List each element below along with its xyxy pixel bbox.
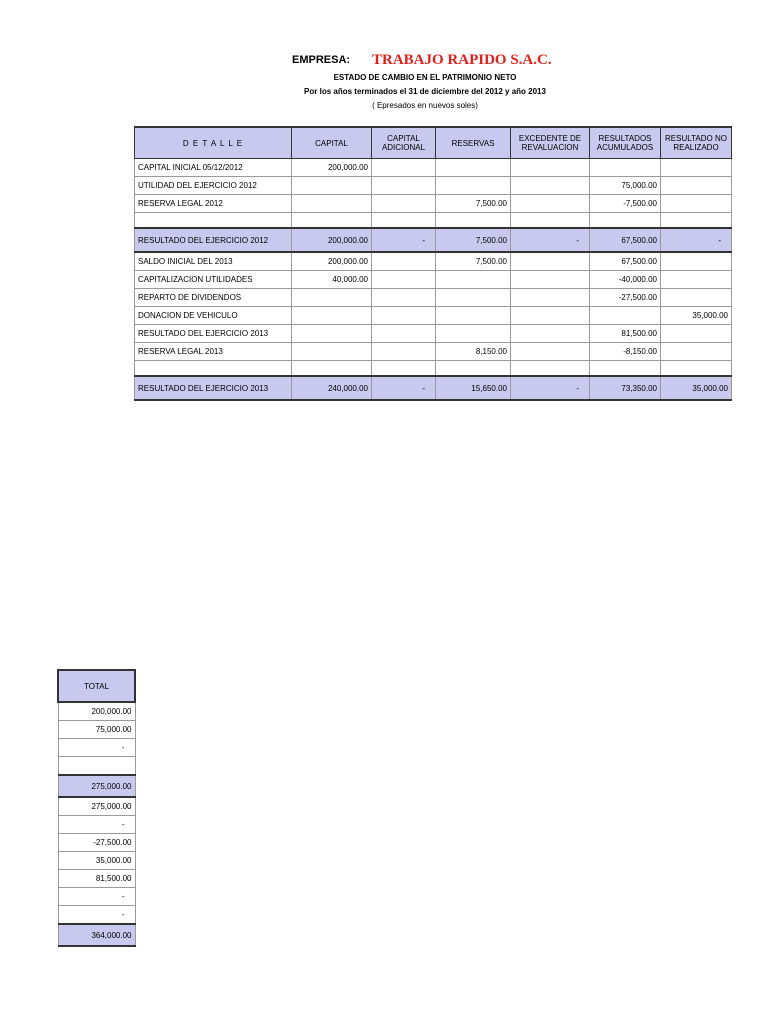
empty-cell [135, 213, 292, 229]
total-cell: -27,500.00 [58, 834, 135, 852]
cell-resultado-no-realizado [661, 252, 732, 271]
cell-reservas: 7,500.00 [436, 252, 511, 271]
total-cell: - [58, 906, 135, 925]
cell-resultado-no-realizado [661, 289, 732, 307]
cell-capital: 200,000.00 [292, 252, 372, 271]
cell-reservas: 8,150.00 [436, 343, 511, 361]
cell-capital-adicional [372, 271, 436, 289]
cell-resultados-acumulados: 67,500.00 [590, 228, 661, 252]
cell-resultados-acumulados [590, 307, 661, 325]
cell-reservas: 7,500.00 [436, 228, 511, 252]
col-header-capital: CAPITAL [292, 127, 372, 159]
total-row [58, 870, 135, 888]
cell-reservas [436, 271, 511, 289]
row-label: RESERVA LEGAL 2013 [135, 343, 292, 361]
cell-reservas [436, 307, 511, 325]
cell-excedente [511, 307, 590, 325]
cell-capital [292, 195, 372, 213]
total-cell: 81,500.00 [58, 870, 135, 888]
empty-cell [661, 213, 732, 229]
row-label: SALDO INICIAL DEL 2013 [135, 252, 292, 271]
cell-capital-adicional [372, 289, 436, 307]
total-cell: - [58, 739, 135, 757]
cell-capital [292, 177, 372, 195]
cell-resultado-no-realizado [661, 325, 732, 343]
cell-capital [292, 325, 372, 343]
total-cell: 35,000.00 [58, 852, 135, 870]
equity-changes-table [134, 126, 732, 401]
col-header-reservas: RESERVAS [436, 127, 511, 159]
cell-resultado-no-realizado [661, 343, 732, 361]
col-header-resultados-acumulados: RESULTADOS ACUMULADOS [590, 127, 661, 159]
cell-resultado-no-realizado [661, 177, 732, 195]
total-row [58, 797, 135, 816]
cell-excedente [511, 159, 590, 177]
empty-cell [511, 213, 590, 229]
table-row-empty [135, 361, 732, 377]
cell-excedente [511, 343, 590, 361]
cell-reservas [436, 325, 511, 343]
row-label: RESULTADO DEL EJERCICIO 2012 [135, 228, 292, 252]
total-row [58, 906, 135, 925]
empty-cell [511, 361, 590, 377]
cell-capital-adicional [372, 195, 436, 213]
company-name: TRABAJO RAPIDO S.A.C. [372, 52, 552, 68]
cell-excedente [511, 252, 590, 271]
cell-resultados-acumulados: -7,500.00 [590, 195, 661, 213]
cell-excedente [511, 325, 590, 343]
company-label: EMPRESA: [292, 54, 351, 66]
cell-resultados-acumulados: 75,000.00 [590, 177, 661, 195]
cell-capital: 40,000.00 [292, 271, 372, 289]
cell-resultados-acumulados: -27,500.00 [590, 289, 661, 307]
table-row [135, 159, 732, 177]
total-row [58, 816, 135, 834]
table-row-subtotal-2013 [135, 376, 732, 400]
row-label: RESERVA LEGAL 2012 [135, 195, 292, 213]
cell-resultado-no-realizado [661, 159, 732, 177]
cell-capital-adicional [372, 325, 436, 343]
table-row [135, 177, 732, 195]
empty-cell [135, 361, 292, 377]
col-header-capital-adicional: CAPITAL ADICIONAL [372, 127, 436, 159]
cell-reservas [436, 159, 511, 177]
table-row-subtotal-2012 [135, 228, 732, 252]
total-row [58, 852, 135, 870]
table-row [135, 343, 732, 361]
row-label: DONACION DE VEHICULO [135, 307, 292, 325]
row-label: UTILIDAD DEL EJERCICIO 2012 [135, 177, 292, 195]
empty-cell [372, 213, 436, 229]
table-row [135, 271, 732, 289]
empty-cell [436, 213, 511, 229]
cell-capital-adicional: - [372, 228, 436, 252]
cell-capital: 200,000.00 [292, 228, 372, 252]
total-row [58, 834, 135, 852]
total-column-table [57, 669, 136, 947]
total-cell: 275,000.00 [58, 797, 135, 816]
report-currency: ( Epresados en nuevos soles) [372, 101, 478, 110]
row-label: CAPITAL INICIAL 05/12/2012 [135, 159, 292, 177]
total-row [58, 757, 135, 776]
cell-reservas [436, 289, 511, 307]
cell-resultados-acumulados: 67,500.00 [590, 252, 661, 271]
col-header-excedente: EXCEDENTE DE REVALUACION [511, 127, 590, 159]
total-row-grand-total [58, 924, 135, 946]
empty-cell [590, 361, 661, 377]
cell-resultados-acumulados: -40,000.00 [590, 271, 661, 289]
cell-reservas: 15,650.00 [436, 376, 511, 400]
row-label: REPARTO DE DIVIDENDOS [135, 289, 292, 307]
cell-capital [292, 307, 372, 325]
empty-cell [292, 361, 372, 377]
empty-cell [436, 361, 511, 377]
col-header-resultado-no-realizado: RESULTADO NO REALIZADO [661, 127, 732, 159]
cell-resultados-acumulados [590, 159, 661, 177]
total-row-subtotal [58, 775, 135, 797]
total-row [58, 702, 135, 721]
cell-excedente: - [511, 228, 590, 252]
table-row [135, 307, 732, 325]
cell-resultado-no-realizado: 35,000.00 [661, 376, 732, 400]
report-title: ESTADO DE CAMBIO EN EL PATRIMONIO NETO [333, 73, 517, 82]
cell-capital-adicional: - [372, 376, 436, 400]
cell-capital [292, 289, 372, 307]
cell-excedente [511, 177, 590, 195]
table-row-empty [135, 213, 732, 229]
total-cell: 75,000.00 [58, 721, 135, 739]
cell-reservas: 7,500.00 [436, 195, 511, 213]
cell-resultado-no-realizado [661, 195, 732, 213]
total-header: TOTAL [58, 670, 135, 702]
cell-excedente [511, 289, 590, 307]
total-cell: - [58, 888, 135, 906]
empty-cell [661, 361, 732, 377]
row-label: CAPITALIZACION UTILIDADES [135, 271, 292, 289]
cell-capital [292, 343, 372, 361]
row-label: RESULTADO DEL EJERCICIO 2013 [135, 376, 292, 400]
cell-capital-adicional [372, 307, 436, 325]
cell-resultado-no-realizado [661, 271, 732, 289]
total-cell [58, 757, 135, 776]
cell-reservas [436, 177, 511, 195]
empty-cell [372, 361, 436, 377]
total-row [58, 739, 135, 757]
empty-cell [292, 213, 372, 229]
empty-cell [590, 213, 661, 229]
report-period: Por los años terminados el 31 de diciembre del 2012 y año 2013 [304, 87, 546, 96]
cell-capital-adicional [372, 159, 436, 177]
table-row [135, 252, 732, 271]
cell-capital-adicional [372, 177, 436, 195]
total-row [58, 888, 135, 906]
cell-resultados-acumulados: -8,150.00 [590, 343, 661, 361]
cell-capital: 200,000.00 [292, 159, 372, 177]
total-cell: - [58, 816, 135, 834]
row-label: RESULTADO DEL EJERCICIO 2013 [135, 325, 292, 343]
cell-excedente: - [511, 376, 590, 400]
cell-capital-adicional [372, 252, 436, 271]
total-row [58, 721, 135, 739]
cell-resultado-no-realizado: - [661, 228, 732, 252]
cell-capital: 240,000.00 [292, 376, 372, 400]
cell-resultados-acumulados: 81,500.00 [590, 325, 661, 343]
table-row [135, 195, 732, 213]
col-header-detalle: D E T A L L E [135, 127, 292, 159]
table-row [135, 289, 732, 307]
total-cell: 200,000.00 [58, 702, 135, 721]
total-cell: 364,000.00 [58, 924, 135, 946]
cell-capital-adicional [372, 343, 436, 361]
cell-excedente [511, 271, 590, 289]
total-cell: 275,000.00 [58, 775, 135, 797]
cell-resultado-no-realizado: 35,000.00 [661, 307, 732, 325]
table-row [135, 325, 732, 343]
cell-excedente [511, 195, 590, 213]
cell-resultados-acumulados: 73,350.00 [590, 376, 661, 400]
